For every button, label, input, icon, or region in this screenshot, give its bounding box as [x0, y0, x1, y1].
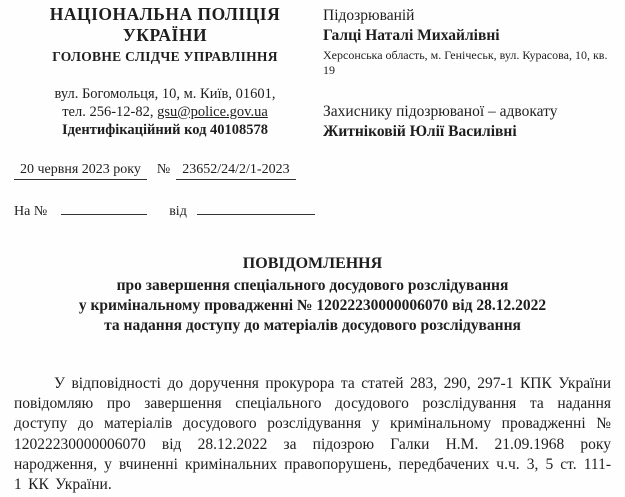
org-name-line2: УКРАЇНИ — [122, 25, 208, 45]
title-line1: ПОВІДОМЛЕННЯ — [242, 255, 383, 272]
body-paragraph: У відповідності до доручення прокурора та статей 283, 290, 297-1 КПК України повідомляю про завершення спеціального досудового розслідування та надання доступу до матеріалів досудового розслідування у кримінальному провадженні № 12022230000006070 від 28.12.2022 за підозрою Галки Н.М. 21.09.1968 року народження, у вчиненні кримінальних правопорушень, передбачених ч.ч. 3, 5 ст. 111-1 КК України. — [14, 375, 611, 494]
sender-phone: тел. 256-12-82, — [62, 103, 158, 120]
recipients-block — [323, 4, 611, 220]
org-name-line1: НАЦІОНАЛЬНА ПОЛІЦІЯ — [49, 4, 281, 24]
reply-from-label: від — [169, 204, 187, 219]
document-date: 20 червня 2023 року — [14, 162, 147, 180]
title-line4: та надання доступу до матеріалів досудового розслідування — [104, 317, 521, 334]
letterhead — [14, 4, 611, 220]
department-name: ГОЛОВНЕ СЛІДЧЕ УПРАВЛІННЯ — [52, 49, 278, 64]
sender-contacts — [14, 86, 316, 139]
reference-row — [14, 162, 316, 180]
sender-phone-email — [14, 104, 316, 122]
reply-number-blank — [61, 201, 147, 215]
number-sign: № — [156, 162, 171, 177]
org-name — [14, 4, 316, 46]
title-line3: у кримінальному провадженні № 12022230000006070 від 28.12.2022 — [78, 297, 547, 314]
title-line2: про завершення спеціального досудового розслідування — [116, 277, 509, 294]
document-title — [14, 254, 611, 336]
document-number: 23652/24/2/1-2023 — [176, 162, 295, 180]
recipient1-role: Підозрюваній — [323, 7, 415, 24]
sender-email: gsu@police.gov.ua — [157, 103, 268, 120]
reply-date-blank — [197, 201, 315, 215]
recipient2-name: Житніковій Юлії Василівні — [323, 123, 517, 140]
recipient2-role: Захиснику підозрюваної – адвокату — [323, 103, 558, 120]
recipient1-name: Галці Наталі Михайлівні — [323, 27, 500, 44]
reply-reference-row — [14, 201, 316, 220]
sender-address: вул. Богомольця, 10, м. Київ, 01601, — [54, 86, 276, 102]
recipient1-address: Херсонська область, м. Генічеськ, вул. Курасова, 10, кв. 19 — [323, 48, 608, 77]
reply-number-label: На № — [14, 204, 48, 219]
recipient2-block — [323, 102, 611, 142]
sender-block — [14, 4, 316, 220]
sender-id-code: Ідентифікаційний код 40108578 — [61, 122, 269, 138]
